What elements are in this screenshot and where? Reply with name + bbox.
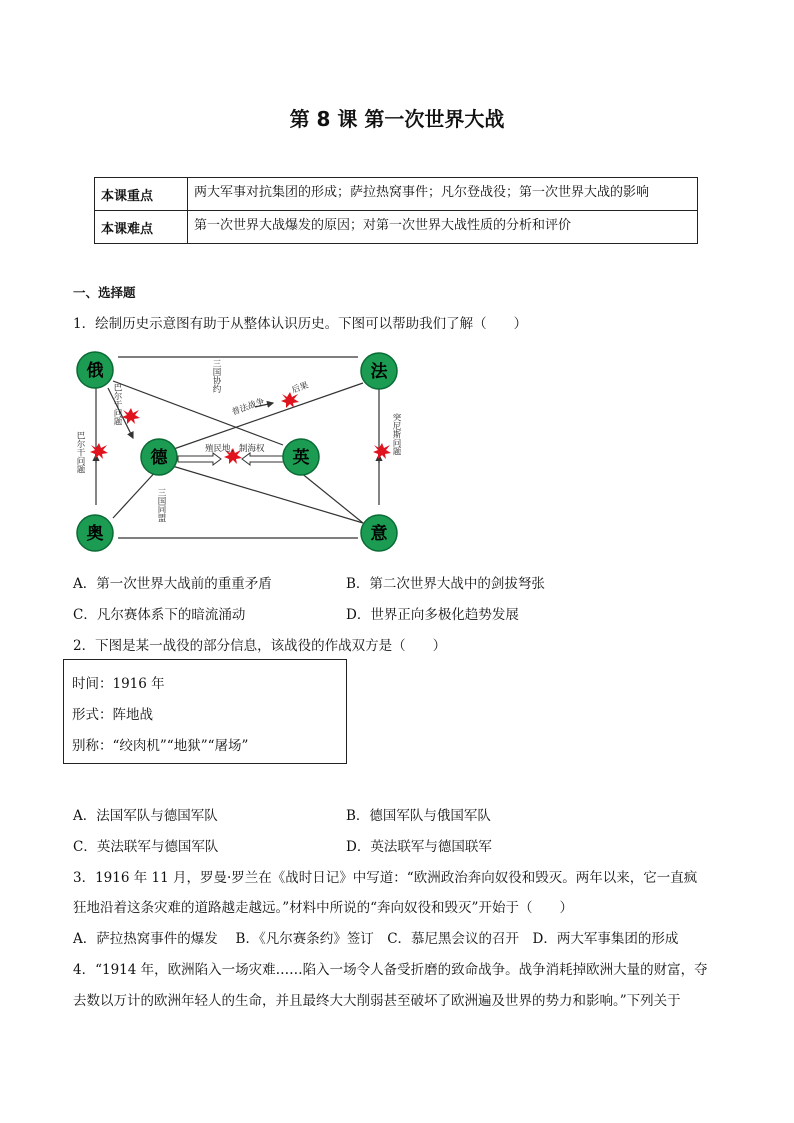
q1-option-c: C．凡尔赛体系下的暗流涌动 <box>73 607 246 623</box>
diagram-labels <box>75 359 401 522</box>
section-heading: 一、选择题 <box>73 285 136 300</box>
q4-line-2: 去数以万计的欧洲年轻人的生命，并且最终大大削弱甚至破坏了欧洲遍及世界的势力和影响。”下列关于 <box>73 993 681 1009</box>
q2-option-b: B．德国军队与俄国军队 <box>346 808 491 824</box>
table-row <box>95 178 698 211</box>
q2-option-c: C．英法联军与德国军队 <box>73 839 219 855</box>
label-franco-prussian-war: 普法战争 <box>230 396 266 418</box>
label-triple-entente: 三国协约 <box>211 359 221 393</box>
blast-icon <box>373 443 391 459</box>
node-germany <box>141 439 177 475</box>
difficulty-label: 本课难点 <box>95 211 188 244</box>
battle-form: 形式：阵地战 <box>72 707 153 723</box>
q2-stem: 2．下图是某一战役的部分信息，该战役的作战双方是（ ） <box>73 638 447 654</box>
focus-label: 本课重点 <box>95 178 188 211</box>
q1-stem: 1．绘制历史示意图有助于从整体认识历史。下图可以帮助我们了解（ ） <box>73 316 528 332</box>
node-france <box>361 353 397 389</box>
table-row <box>95 211 698 244</box>
node-italy-label: 意 <box>370 524 388 544</box>
battle-time: 时间：1916 年 <box>72 676 165 692</box>
node-russia-label: 俄 <box>86 361 104 381</box>
label-triple-alliance: 三国同盟 <box>156 488 166 522</box>
q1-option-b: B．第二次世界大战中的剑拔弩张 <box>346 576 545 592</box>
node-italy <box>361 515 397 551</box>
node-austria-label: 奥 <box>86 524 104 544</box>
q3-line-1: 3．1916 年 11 月，罗曼·罗兰在《战时日记》中写道：“欧洲政治奔向奴役和毁灭。两年以来，它一直疯 <box>73 870 698 886</box>
q3-options: A．萨拉热窝事件的爆发 B．《凡尔赛条约》签订 C．慕尼黑会议的召开 D．两大军事集团的形成 <box>73 931 679 947</box>
q3-line-2: 狂地沿着这条灾难的道路越走越远。”材料中所说的“奔向奴役和毁灭”开始于（ ） <box>73 900 573 916</box>
label-balkan-mid: 巴尔干问题 <box>112 383 122 426</box>
node-britain <box>283 439 319 475</box>
difficulty-text: 第一次世界大战爆发的原因；对第一次世界大战性质的分析和评价 <box>188 211 698 244</box>
battle-alias: 别称：“绞肉机”“地狱”“屠场” <box>72 738 249 754</box>
node-britain-label: 英 <box>292 448 310 468</box>
node-russia <box>77 352 113 388</box>
battle-info-box <box>63 659 347 764</box>
node-germany-label: 德 <box>150 448 168 468</box>
page-title: 第 8 课 第一次世界大战 <box>289 107 505 131</box>
focus-text: 两大军事对抗集团的形成；萨拉热窝事件；凡尔登战役；第一次世界大战的影响 <box>188 178 698 211</box>
node-france-label: 法 <box>370 362 388 382</box>
node-austria <box>77 515 113 551</box>
label-consequence: 后果 <box>290 380 311 396</box>
label-colonies: 殖民地、制海权 <box>205 444 265 454</box>
q2-option-a: A．法国军队与德国军队 <box>73 808 218 824</box>
label-balkan-left: 巴尔干问题 <box>75 431 85 474</box>
blast-icon <box>90 443 108 459</box>
q1-option-d: D．世界正向多极化趋势发展 <box>346 607 519 623</box>
q4-line-1: 4．“1914 年，欧洲陷入一场灾难……陷入一场令人备受折磨的致命战争。战争消耗掉欧洲大量的财富，夺 <box>73 962 708 978</box>
alliance-diagram <box>73 343 408 558</box>
q1-option-a: A．第一次世界大战前的重重矛盾 <box>73 576 272 592</box>
label-tunisia: 突尼斯问题 <box>391 413 401 456</box>
q2-option-d: D．英法联军与德国联军 <box>346 839 492 855</box>
key-points-table <box>94 177 698 244</box>
